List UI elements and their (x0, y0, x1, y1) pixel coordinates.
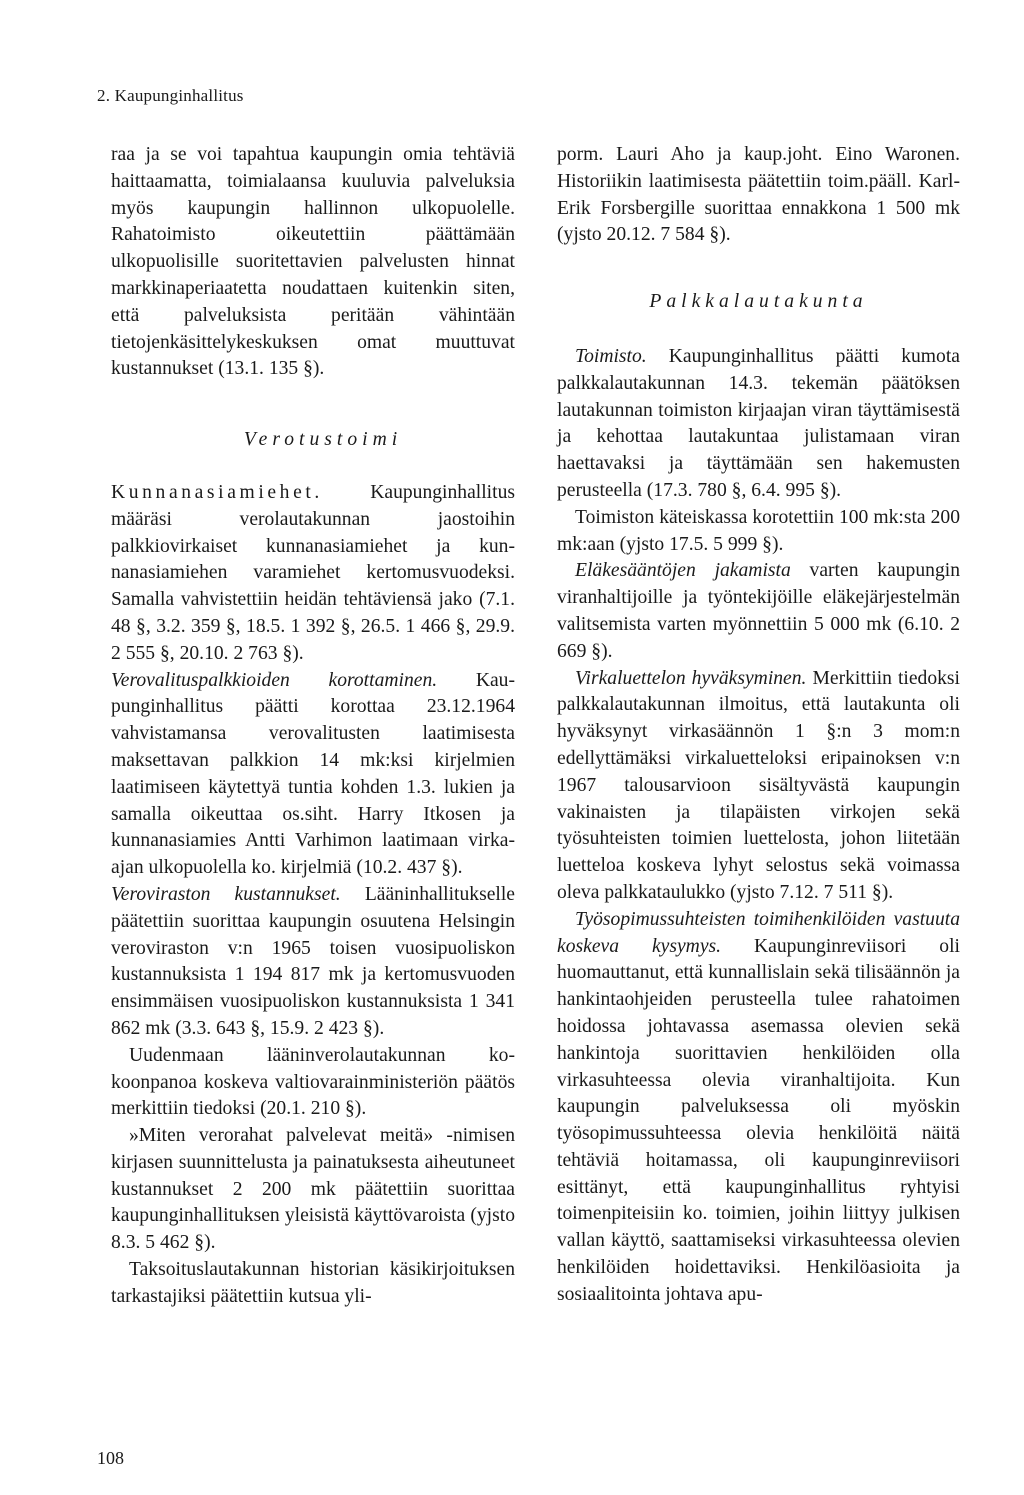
right-column (557, 142, 960, 1309)
paragraph (111, 668, 515, 882)
paragraph-lead: Kunnanasiamiehet. (111, 481, 323, 503)
running-header: 2. Kaupunginhallitus (97, 86, 244, 105)
paragraph-lead: Toimisto. (575, 345, 647, 367)
left-column (111, 142, 515, 1311)
paragraph (557, 558, 960, 665)
paragraph (557, 344, 960, 505)
paragraph-lead: Työsopimussuhteisten toimihenkilöiden vastuuta koskeva kysymys. (557, 908, 960, 957)
page-number: 108 (97, 1448, 124, 1468)
paragraph: porm. Lauri Aho ja kaup.joht. Eino Waronen. Historiikin laatimisesta päätettiin toim.pääll. Karl-Erik Forsbergille suorittaa ennakkona 1 500 mk (yjsto 20.12. 7 584 §). (557, 144, 960, 246)
section-heading-palkkalautakunta: Palkkalautakunta (649, 291, 868, 313)
paragraph-text: Merkittiin tiedoksi palkkalautakunnan ilmoitus, että lautakunta oli hyväksynyt virkasäännön 1 §:n 3 mom:n edellyttämäksi virkaluetteloksi eripainoksen v:n 1967 talousarvioon sisältyvästä kaupungin vakinaisten ja tilapäisten virkojen sekä työsuhteisten toimien luettelosta, johon liitetään luetteloa koskeva lyhyt selostus sekä voimassa oleva palkkataulukko (yjsto 7.12. 7 511 §). (557, 667, 960, 903)
paragraph-lead: Verovalituspalkkioiden korottaminen. (111, 669, 438, 691)
paragraph-text: Kaupunginreviisori oli huomauttanut, että kunnallislain sekä tilisäännön ja hankintaohjeiden perusteella tulee rahatoimen hoidossa johtavassa asemassa olevien sekä hankintoja suorittavien henkilöiden olla virkasuhteessa olevia viranhaltijoita. Kun kaupungin palveluksessa oli myöskin työsopimussuhteessa olevia henkilöitä näitä tehtäviä hoitamassa, oli kaupunginreviisori esittänyt, että kaupunginhallitus ryhtyisi toimenpiteisiin ko. toimien, joihin liittyy julkisen vallan käyttö, saattamiseksi virkasuhteessa olevien henkilöiden hoidettaviksi. Henkilöasioita ja sosiaalitointa johtava apu- (557, 935, 960, 1305)
paragraph-text: Kaupunginhallitus päätti kumota palkkalautakunnan 14.3. tekemän päätöksen lautakunnan toimiston kirjaajan viran täyttämisestä ja kehottaa lautakuntaa julistamaan viran haettavaksi ja täyttämään sen hakemusten perusteella (17.3. 780 §, 6.4. 995 §). (557, 345, 960, 501)
paragraph (111, 882, 515, 1043)
section-heading-verotustoimi: Verotustoimi (243, 429, 403, 451)
paragraph: »Miten verorahat palvelevat meitä» -nimisen kirjasen suunnittelusta ja painatuksesta aiheutuneet kustannukset 2 200 mk päätettiin suorittaa kaupunginhallituksen yleisistä käyttövaroista (yjsto 8.3. 5 462 §). (111, 1125, 515, 1254)
paragraph-lead: Virkaluettelon hyväksyminen. (575, 667, 807, 689)
paragraph (557, 666, 960, 907)
paragraph-lead: Veroviraston kustannukset. (111, 883, 341, 905)
paragraph-text: varten kaupungin viranhaltijoille ja työntekijöille eläkejärjestelmän valitsemista varten myönnettiin 5 000 mk (6.10. 2 669 §). (557, 560, 960, 662)
paragraph: Uudenmaan lääninverolautakunnan kokoonpanoa koskeva valtiovarainministeriön päätös merkittiin tiedoksi (20.1. 210 §). (111, 1044, 515, 1120)
paragraph-text: Kaupunginhallitus päätti korottaa 23.12.1964 vahvistamansa verovalitusten laatimisesta maksettavan palkkion 14 mk:ksi kirjelmien laatimiseen käytettyä tuntia kohden 1.3. lukien ja samalla oikeuttaa os.siht. Harry Itkosen ja kunnanasiamies Antti Varhimon laatimaan virka-ajan ulkopuolella ko. kirjelmiä (10.2. 437 §). (111, 669, 515, 879)
paragraph: Taksoituslautakunnan historian käsikirjoituksen tarkastajiksi päätettiin kutsua yli- (111, 1259, 515, 1307)
paragraph: Toimiston käteiskassa korotettiin 100 mk:sta 200 mk:aan (yjsto 17.5. 5 999 §). (557, 506, 960, 555)
paragraph (557, 907, 960, 1309)
paragraph-text: Lääninhallitukselle päätettiin suorittaa kaupungin osuutena Helsingin veroviraston v:n 1965 toisen vuosipuoliskon kustannuksista 1 194 817 mk ja kertomusvuoden ensimmäisen vuosipuoliskon kustannuksista 1 341 862 mk (3.3. 643 §, 15.9. 2 423 §). (111, 883, 515, 1039)
paragraph: raa ja se voi tapahtua kaupungin omia tehtäviä haittaamatta, toimialaansa kuuluvia palveluksia myös kaupungin hallinnon ulkopuolelle. Rahatoimisto oikeutettiin päättämään ulkopuolisille suoritettavien palvelusten hinnat markkinaperiaatetta noudattaen kuitenkin siten, että palveluksista peritään vähintään tietojenkäsittelykeskuksen omat muuttuvat kustannukset (13.1. 135 §). (111, 144, 515, 380)
paragraph-lead: Eläkesääntöjen jakamista (575, 560, 791, 582)
paragraph-text: Kaupunginhallitus määräsi verolautakunnan jaostoihin palkkiovirkaiset kunnanasiamiehet ja kunnanasiamiehen varamiehet kertomusvuodeksi. Samalla vahvistettiin heidän tehtäviensä jako (7.1. 48 §, 3.2. 359 §, 18.5. 1 392 §, 26.5. 1 466 §, 29.9. 2 555 §, 20.10. 2 763 §). (111, 481, 515, 664)
paragraph (111, 480, 515, 668)
